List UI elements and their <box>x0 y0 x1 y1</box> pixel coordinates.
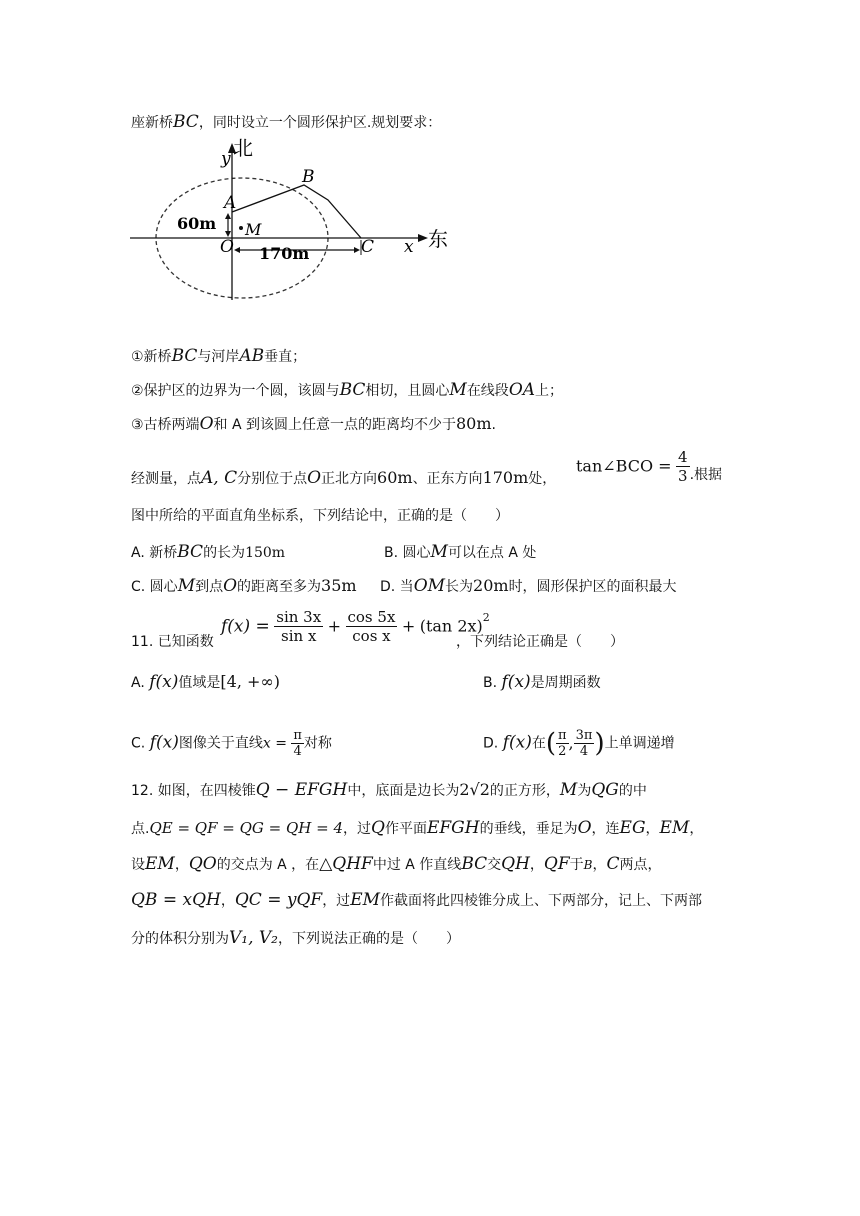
q12-l3-text-f: ， <box>529 857 544 873</box>
q12-l4-text-e: 作截面将此四棱锥分成上、下两部分，记上、下两部 <box>380 893 703 909</box>
requirement-2 <box>0 374 860 408</box>
measure-text-6: .根据 <box>689 467 723 483</box>
q12-l5-volumes: V₁, V₂ <box>229 928 278 948</box>
q10-d-text-2: 时，圆形保护区的面积最大 <box>508 579 677 595</box>
q11-fx: f(x) = <box>221 616 270 637</box>
req2-bc: BC <box>339 380 366 400</box>
q12-l2-text-f: ， <box>645 821 660 837</box>
measure-text-1: 经测量，点 <box>131 471 201 487</box>
q11-den-1: sin x <box>281 627 317 645</box>
q12-l5-text-b: ，下列说法正确的是（ ） <box>278 931 460 947</box>
q11-num-1: sin 3x <box>276 608 322 626</box>
q12-l3-qh: QH <box>501 854 530 874</box>
label-b: B <box>302 167 315 187</box>
q12-line-4 <box>0 884 860 918</box>
intro-text-2: ，同时设立一个圆形保护区.规划要求： <box>198 115 442 131</box>
q12-l3-qf: QF <box>543 854 570 874</box>
requirement-1 <box>0 340 860 374</box>
req3-text-2: 和 A 到该圆上任意一点的距离均不少于 <box>213 417 456 433</box>
q11-b-label: B. <box>483 675 498 691</box>
q11-d-frac-2 <box>574 728 595 759</box>
q12-l3-c: C <box>606 854 620 874</box>
dim-60-arrow-up-icon <box>225 213 231 219</box>
measure-tan: tan∠BCO = <box>576 456 672 476</box>
q11-options-ab <box>0 664 860 698</box>
label-a: A <box>224 193 237 213</box>
q10-options-ab <box>0 538 860 572</box>
q11-d-text-2: 上单调递增 <box>604 735 675 752</box>
q12-l4-text-d: ，过 <box>322 893 351 909</box>
q12-side: 2√2 <box>459 780 490 799</box>
label-o: O <box>220 237 234 257</box>
q11-square: 2 <box>482 611 490 624</box>
q12-l4-text-b: ， <box>220 893 235 909</box>
measure-170m: 170m <box>482 468 529 487</box>
q11-stem <box>0 606 860 654</box>
q12-l1-text-d: 为 <box>577 783 592 799</box>
req1-text-1: ①新桥 <box>131 349 172 365</box>
q12-l1-text-e: 的中 <box>618 783 647 799</box>
q11-den-2: cos x <box>352 627 391 645</box>
measure-text-3: 正北方向 <box>321 471 378 487</box>
measure-den: 3 <box>678 467 688 485</box>
q11-d-paren-left: ( <box>545 728 556 759</box>
q12-l3-text-d: 中过 A 作直线 <box>372 857 462 873</box>
q11-a-f: f(x) <box>149 672 179 692</box>
q10-options-cd <box>0 572 860 606</box>
q11-c-f: f(x) <box>149 732 179 753</box>
req1-text-2: 与河岸 <box>197 349 240 365</box>
q11-d-den-1: 2 <box>558 744 567 759</box>
q11-d-paren-right: ) <box>594 728 605 759</box>
q10-c-value: 35m <box>321 576 357 595</box>
q12-l2-em: EM <box>659 818 690 838</box>
requirement-3 <box>0 408 860 442</box>
q11-c-den: 4 <box>293 744 302 759</box>
q12-l2-q: Q <box>371 818 385 838</box>
q12-l3-text-i: 两点， <box>619 857 662 873</box>
label-x: x <box>404 237 414 257</box>
q12-line-5 <box>0 922 860 956</box>
req3-text-1: ③古桥两端 <box>131 417 200 433</box>
q11-c-num: π <box>293 728 302 743</box>
q10-a-bc: BC <box>177 542 204 562</box>
q11-tan: (tan 2x) <box>419 616 483 636</box>
q10-b-text: 可以在点 A 处 <box>447 545 537 561</box>
req2-text-4: 上； <box>535 383 564 399</box>
q11-d-num-2: 3π <box>575 728 593 743</box>
q11-a-label: A. <box>131 675 145 691</box>
q12-l2-eg: EG <box>619 818 646 838</box>
q12-l2-o: O <box>577 818 592 838</box>
q12-l3-text-b: ， <box>174 857 189 873</box>
q12-l2-text-c: 作平面 <box>384 821 427 837</box>
q11-c-label: C. <box>131 735 146 752</box>
q12-l2-plane: EFGH <box>426 818 480 838</box>
q12-l2-text-a: 点. <box>131 821 150 837</box>
measure-text-2: 分别位于点 <box>237 471 308 487</box>
q12-l1-text-a: 12. 如图，在四棱锥 <box>131 783 256 799</box>
req2-text-2: 相切，且圆心 <box>365 383 450 399</box>
q11-d-text-1: 在 <box>531 735 546 752</box>
q11-d-f: f(x) <box>502 732 532 753</box>
q12-l3-b: B <box>583 858 593 872</box>
measure-o: O <box>307 468 322 488</box>
coordinate-figure <box>128 135 458 305</box>
q11-frac-2 <box>346 608 398 645</box>
q11-c-x: x = <box>262 735 287 752</box>
q12-line-1 <box>0 774 860 808</box>
q11-c-text-1: 图像关于直线 <box>178 735 263 752</box>
q11-d-num-1: π <box>558 728 567 743</box>
req3-o: O <box>199 414 214 434</box>
q11-plus-1: + <box>327 616 342 636</box>
measure-text-5: 处， <box>528 471 557 487</box>
q10-d-label: D. 当 <box>380 579 414 595</box>
q10-c-label: C. 圆心 <box>131 579 178 595</box>
q12-l2-text-d: 的垂线，垂足为 <box>479 821 578 837</box>
q12-line-3 <box>0 848 860 882</box>
q11-plus-2: + <box>401 616 416 636</box>
q11-c-frac <box>291 728 304 759</box>
q10-c-text-1: 到点 <box>195 579 224 595</box>
q11-a-text: 值域是 <box>178 675 221 691</box>
req2-text-1: ②保护区的边界为一个圆，该圆与 <box>131 383 340 399</box>
q12-l4-qb: QB = xQH <box>131 890 221 910</box>
q12-l2-text-e: ，连 <box>591 821 620 837</box>
q12-l5-text-a: 分的体积分别为 <box>131 931 229 947</box>
dim-170-arrow-right-icon <box>354 247 360 253</box>
q12-l3-em: EM <box>145 854 175 874</box>
q12-l3-text-g: 于 <box>569 857 584 873</box>
q12-l3-text-c: 的交点为 A ，在 <box>216 857 320 873</box>
q11-label: 11. 已知函数 <box>131 634 214 650</box>
q10-d-om: OM <box>413 576 446 596</box>
q12-l1-text-c: 的正方形， <box>489 783 560 799</box>
q12-pyramid: Q − EFGH <box>255 780 348 800</box>
measure-num: 4 <box>678 448 688 466</box>
label-east: 东 <box>428 227 448 251</box>
measure-text-4: 、正东方向 <box>412 471 483 487</box>
q11-d-frac-1 <box>556 728 569 759</box>
measure-text-line2: 图中所给的平面直角坐标系，下列结论中，正确的是（ ） <box>131 508 509 524</box>
q10-b-label: B. 圆心 <box>384 545 431 561</box>
q11-a-value: [4, +∞) <box>220 672 280 691</box>
q12-l1-text-b: 中，底面是边长为 <box>347 783 460 799</box>
q10-d-text-1: 长为 <box>445 579 474 595</box>
measure-60m: 60m <box>377 468 413 487</box>
q12-l2-text-b: ，过 <box>343 821 372 837</box>
req2-m: M <box>449 380 467 400</box>
q12-l3-triangle: △QHF <box>319 854 373 874</box>
q12-l3-qo: QO <box>188 854 217 874</box>
req1-ab: AB <box>239 346 265 366</box>
req3-distance: 80m <box>455 414 492 433</box>
req1-text-3: 垂直； <box>264 349 307 365</box>
q10-a-text: 的长为 <box>203 545 246 561</box>
q11-d-label: D. <box>483 735 499 752</box>
label-c: C <box>361 237 375 257</box>
q12-l2-text-g: ， <box>689 821 704 837</box>
measure-ac: A, C <box>201 468 238 488</box>
q12-l3-bc: BC <box>461 854 488 874</box>
q11-b-text: 是周期函数 <box>530 675 601 691</box>
x-axis-arrow-icon <box>418 234 428 242</box>
point-m-dot <box>239 226 243 230</box>
q11-tail: ，下列结论正确是（ ） <box>456 634 624 650</box>
req2-oa: OA <box>508 380 536 400</box>
q12-l3-text-a: 设 <box>131 857 145 873</box>
q10-a-value: 150m <box>245 545 286 561</box>
label-60m: 60m <box>177 214 217 233</box>
q10-b-m: M <box>430 542 448 562</box>
label-170m: 170m <box>259 244 310 263</box>
q10-a-label: A. 新桥 <box>131 545 178 561</box>
q11-options-cd <box>0 712 860 760</box>
q10-c-text-2: 的距离至多为 <box>237 579 322 595</box>
intro-text-1: 座新桥 <box>131 115 173 131</box>
req3-text-3: . <box>491 417 496 433</box>
q11-d-den-2: 4 <box>579 744 589 759</box>
measurement-line-2 <box>0 504 860 538</box>
q12-l3-text-h: ， <box>592 857 607 873</box>
req2-text-3: 在线段 <box>466 383 509 399</box>
q10-c-m: M <box>177 576 196 596</box>
q11-frac-1 <box>274 608 323 645</box>
q10-d-value: 20m <box>473 576 509 595</box>
q12-l3-text-e: 交 <box>487 857 502 873</box>
label-north: 北 <box>233 136 253 160</box>
measurement-line <box>0 448 860 504</box>
q11-b-f: f(x) <box>501 672 531 692</box>
q12-l1-qg: QG <box>591 780 619 800</box>
req1-bc: BC <box>171 346 198 366</box>
q12-l2-equal-lengths: QE = QF = QG = QH = 4 <box>149 819 344 837</box>
label-m: M <box>245 220 262 239</box>
q11-c-text-2: 对称 <box>303 735 332 752</box>
q10-c-o: O <box>223 576 238 596</box>
q11-d-comma: , <box>568 733 574 753</box>
label-y: y <box>221 149 231 169</box>
intro-bc: BC <box>173 112 199 132</box>
dim-170-arrow-left-icon <box>234 247 240 253</box>
q12-l4-em: EM <box>350 890 381 910</box>
q12-l1-m: M <box>559 780 578 800</box>
q11-num-2: cos 5x <box>347 608 396 626</box>
q12-line-2 <box>0 812 860 846</box>
measure-fraction <box>676 448 690 485</box>
q12-l4-qc: QC = yQF <box>234 890 323 910</box>
